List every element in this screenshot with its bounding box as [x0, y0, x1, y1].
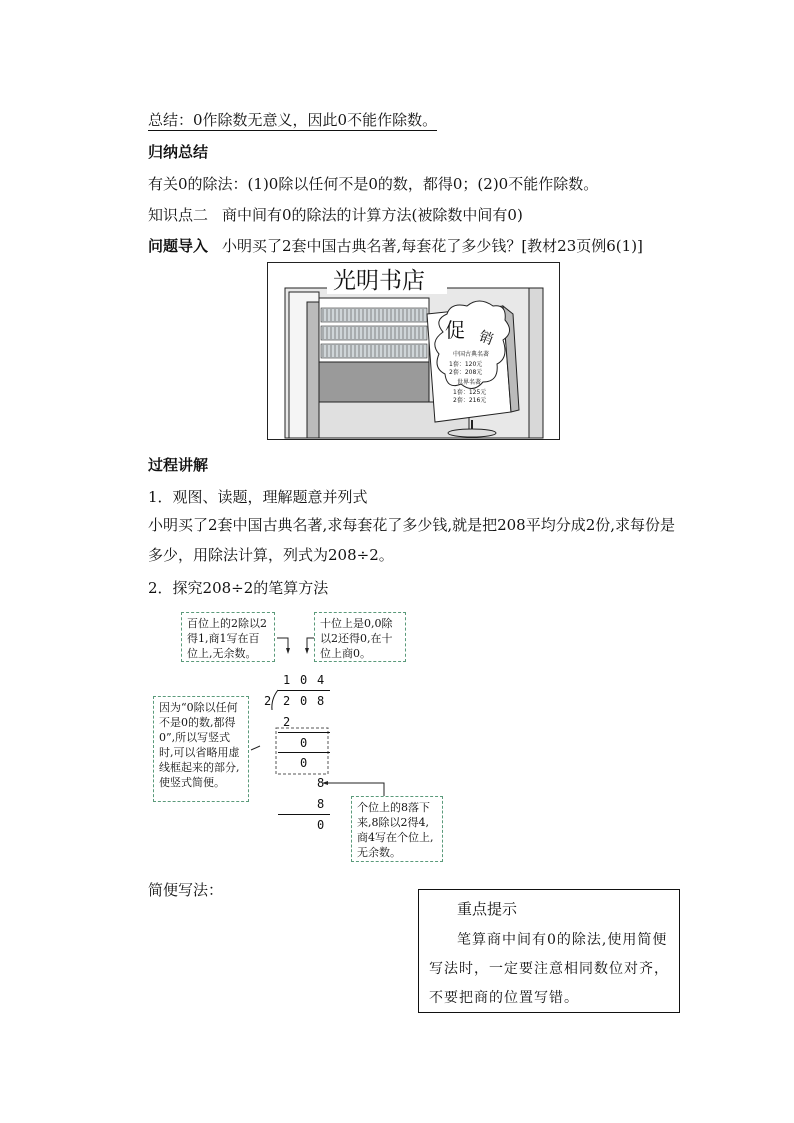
sign-line-4: 世界名著 — [457, 379, 482, 386]
note-tens: 十位上是0,0除以2还得0,在十位上商0。 — [314, 612, 406, 662]
quotient-digit-3: 4 — [317, 673, 325, 687]
dividend-digit-1: 2 — [283, 694, 291, 708]
sign-line-6: 2套：216元 — [453, 397, 487, 404]
note-zero: 因为“0除以任何不是0的数,都得0”,所以写竖式时,可以省略用虚线框起来的部分,使竖式简便。 — [153, 696, 249, 802]
rule-3 — [278, 814, 330, 815]
step-row-1: 2 — [283, 715, 291, 729]
knowledge-point-label: 知识点二 — [148, 206, 209, 224]
remainder: 0 — [317, 818, 325, 832]
quotient-digit-2: 0 — [300, 673, 308, 687]
quotient-digit-1: 1 — [283, 673, 291, 687]
step-row-3: 0 — [300, 756, 308, 770]
divisor: 2 — [264, 694, 272, 708]
knowledge-point-text: 商中间有0的除法的计算方法(被除数中间有0) — [222, 206, 523, 224]
tip-title: 重点提示 — [457, 900, 518, 918]
simple-method-label: 简便写法： — [148, 881, 224, 899]
step1-title: 1．观图、读题，理解题意并列式 — [148, 488, 368, 506]
step-row-2: 0 — [300, 736, 308, 750]
sign-line-1: 中国古典名著 — [453, 351, 490, 358]
sign-line-2: 1套：120元 — [449, 361, 483, 368]
note-hundreds: 百位上的2除以2得1,商1写在百位上,无余数。 — [181, 612, 275, 662]
problem-intro-label: 问题导入 — [148, 237, 209, 255]
sign-line-3: 2套：208元 — [449, 369, 483, 376]
note-ones: 个位上的8落下来,8除以2得4,商4写在个位上,无余数。 — [351, 796, 443, 862]
dividend-digit-2: 0 — [300, 694, 308, 708]
step2-title: 2．探究208÷2的笔算方法 — [148, 579, 329, 597]
division-bracket-top — [278, 690, 330, 691]
process-title: 过程讲解 — [148, 456, 209, 474]
bookstore-illustration — [267, 262, 560, 440]
sign-line-5: 1套：125元 — [453, 389, 487, 396]
summary-line: 总结：0作除数无意义，因此0不能作除数。 — [148, 111, 438, 129]
knowledge-point — [148, 205, 523, 225]
key-tip-box — [418, 889, 680, 1013]
dividend-digit-3: 8 — [317, 694, 325, 708]
induction-text: 有关0的除法：(1)0除以任何不是0的数，都得0；(2)0不能作除数。 — [148, 175, 599, 193]
step1-text: 小明买了2套中国古典名著,求每套花了多少钱,就是把208平均分成2份,求每份是多少，用除法计算，列式为208÷2。 — [148, 516, 676, 564]
promo-right-char: 销 — [476, 328, 496, 349]
promo-left-char: 促 — [445, 318, 465, 342]
shop-name: 光明书店 — [333, 268, 425, 294]
division-arrows — [150, 600, 450, 840]
problem-intro-text: 小明买了2套中国古典名著,每套花了多少钱？[教材23页例6(1)] — [222, 237, 643, 255]
division-bracket — [270, 689, 280, 711]
induction-title: 归纳总结 — [148, 143, 209, 161]
tip-text: 笔算商中间有0的除法,使用简便写法时，一定要注意相同数位对齐，不要把商的位置写错。 — [429, 932, 669, 1006]
rule-2 — [278, 752, 330, 753]
step-row-4: 8 — [317, 776, 325, 790]
step-row-5: 8 — [317, 797, 325, 811]
problem-intro — [148, 236, 643, 256]
rule-1 — [278, 732, 330, 733]
